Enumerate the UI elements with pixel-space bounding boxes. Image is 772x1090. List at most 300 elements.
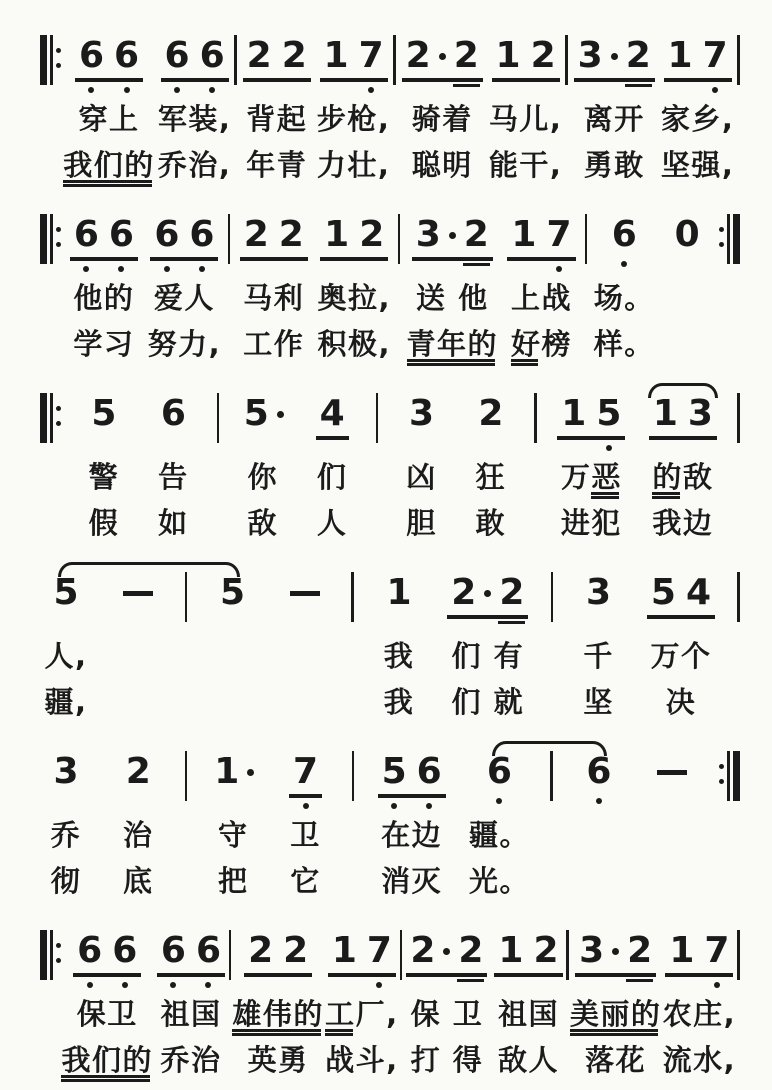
note-digit: 1 bbox=[498, 930, 524, 971]
beam-line bbox=[328, 973, 396, 977]
lyric-line2-cell bbox=[511, 321, 572, 367]
beat-column bbox=[554, 382, 628, 546]
notation-cell bbox=[585, 203, 588, 275]
beat-column bbox=[61, 919, 153, 1083]
lyric-text: 乔治, bbox=[157, 148, 232, 182]
note-digit: 1 bbox=[511, 214, 537, 255]
note-digit: 2 bbox=[281, 35, 307, 76]
lyric-line1-cell bbox=[406, 454, 437, 500]
note-digit: 1 bbox=[495, 35, 521, 76]
notation-cell bbox=[534, 382, 537, 454]
lyric-text: 卫 bbox=[290, 818, 321, 852]
note bbox=[354, 214, 389, 255]
note bbox=[215, 572, 250, 613]
octave-dot bbox=[714, 982, 720, 988]
lyric-text: 力壮, bbox=[316, 148, 391, 182]
repeat-dot bbox=[56, 943, 61, 948]
repeat-begin-barline bbox=[40, 933, 61, 980]
system-row bbox=[40, 561, 740, 725]
lyric-text: 年青 bbox=[246, 148, 308, 182]
note bbox=[121, 751, 156, 792]
barline-column bbox=[719, 203, 740, 367]
note-digit: 6 bbox=[164, 35, 190, 76]
barline-column bbox=[719, 740, 740, 904]
lyric-text: 敌人 bbox=[497, 1043, 559, 1077]
octave-dot bbox=[88, 87, 94, 93]
barline-column bbox=[234, 24, 237, 188]
barline-column bbox=[185, 740, 188, 904]
note-group bbox=[491, 930, 565, 991]
note-group bbox=[313, 393, 352, 454]
repeat-end-barline bbox=[719, 217, 740, 264]
lyric-text: 狂 bbox=[475, 460, 507, 494]
lyric-line1-cell bbox=[218, 812, 249, 858]
repeat-dots bbox=[56, 943, 61, 980]
beat-column bbox=[232, 919, 324, 1083]
note bbox=[288, 751, 323, 792]
beam-line bbox=[240, 257, 308, 261]
dash-note bbox=[657, 770, 687, 775]
note-digit: 7 bbox=[702, 35, 728, 76]
lyric-text: 胆 bbox=[406, 506, 437, 540]
notation-cell bbox=[737, 561, 740, 633]
notation-cell bbox=[375, 740, 449, 812]
beat-column bbox=[646, 382, 720, 546]
note-digit: 7 bbox=[293, 751, 319, 792]
barline-column bbox=[185, 561, 188, 725]
notation-cell bbox=[352, 740, 355, 812]
note-group bbox=[572, 930, 659, 991]
notation-cell bbox=[571, 24, 658, 96]
note-digit: 2 bbox=[451, 572, 477, 613]
note-digit: 3 bbox=[577, 35, 603, 76]
notation-cell bbox=[719, 203, 740, 275]
lyric-text: 乔治 bbox=[160, 1043, 222, 1077]
thick-barline bbox=[733, 214, 740, 264]
repeat-dots bbox=[719, 227, 724, 264]
octave-dot bbox=[87, 982, 93, 988]
note bbox=[494, 572, 529, 613]
note bbox=[482, 751, 517, 792]
beat-column bbox=[63, 24, 155, 188]
beam-line bbox=[575, 973, 656, 977]
beat-column bbox=[280, 740, 332, 904]
repeat-dot bbox=[56, 63, 61, 68]
lyric-line1-cell bbox=[158, 454, 189, 500]
lyric-line1-cell bbox=[317, 96, 391, 142]
lyric-line1-cell bbox=[79, 96, 140, 142]
beam-line bbox=[243, 78, 311, 82]
lyric-text: 它 bbox=[290, 864, 321, 898]
lyric-line2-cell bbox=[411, 1037, 484, 1083]
beat-column bbox=[375, 740, 449, 904]
note-digit: 2 bbox=[458, 930, 484, 971]
barline bbox=[534, 393, 537, 443]
notation-cell bbox=[237, 382, 289, 454]
notation-cell bbox=[566, 919, 569, 991]
beam-line bbox=[320, 257, 388, 261]
barline-column bbox=[40, 382, 61, 546]
note-digit: 6 bbox=[112, 930, 138, 971]
barline-column bbox=[585, 203, 588, 367]
lyric-line2-cell bbox=[243, 321, 304, 367]
note-digit: 6 bbox=[195, 930, 222, 971]
lyric-line1-cell bbox=[73, 275, 134, 321]
note bbox=[149, 214, 184, 255]
beat-column bbox=[40, 740, 92, 904]
notation-cell bbox=[147, 203, 221, 275]
note-digit: 6 bbox=[160, 930, 186, 971]
notation-cell bbox=[661, 24, 735, 96]
note bbox=[191, 930, 226, 971]
note bbox=[621, 35, 656, 76]
note bbox=[377, 751, 412, 792]
lyric-text: 敌 bbox=[682, 460, 714, 494]
lyric-line1-cell bbox=[243, 275, 304, 321]
octave-dot bbox=[496, 798, 502, 804]
lyric-line1-cell bbox=[476, 454, 507, 500]
lyric-line1-cell bbox=[561, 454, 622, 500]
note-group bbox=[605, 214, 644, 275]
note-group bbox=[325, 930, 399, 991]
thin-barline bbox=[50, 393, 53, 443]
score bbox=[40, 24, 740, 1090]
notation-cell bbox=[228, 203, 231, 275]
lyric-line2-cell bbox=[158, 142, 232, 188]
augmentation-dot bbox=[439, 53, 446, 60]
lyric-text: 他的 bbox=[73, 281, 135, 315]
note bbox=[184, 214, 219, 255]
notation-cell bbox=[737, 382, 740, 454]
note bbox=[663, 35, 698, 76]
octave-dot bbox=[303, 803, 309, 809]
lyric-text: 家乡, bbox=[660, 102, 735, 136]
note-digit: 0 bbox=[674, 214, 700, 255]
lyric-text: 彻 bbox=[50, 864, 82, 898]
repeat-begin-barline bbox=[40, 396, 61, 443]
note-group bbox=[471, 393, 510, 454]
notation-cell bbox=[737, 919, 740, 991]
note bbox=[506, 214, 541, 255]
lyric-text: 送 他 bbox=[415, 281, 489, 315]
lyric-line2-cell bbox=[585, 1037, 646, 1083]
lyric-line2-cell bbox=[594, 321, 655, 367]
notation-cell bbox=[158, 24, 232, 96]
lyric-text: 万 bbox=[560, 460, 592, 494]
lyric-text: 雄伟的 bbox=[232, 997, 324, 1031]
lyric-text: 治 bbox=[122, 818, 154, 852]
note-digit: 1 bbox=[323, 35, 349, 76]
lyric-text: 工作 bbox=[243, 327, 305, 361]
lyric-line1-cell bbox=[317, 454, 348, 500]
octave-dot bbox=[83, 266, 89, 272]
beat-column bbox=[325, 919, 399, 1083]
lyric-text: 离开 bbox=[583, 102, 645, 136]
notation-cell bbox=[240, 24, 314, 96]
notation-cell bbox=[471, 382, 510, 454]
lyric-text: 骑着 bbox=[411, 102, 473, 136]
tie-arc bbox=[648, 383, 718, 398]
notation-cell bbox=[154, 382, 193, 454]
note-group bbox=[668, 214, 707, 275]
note-group bbox=[278, 575, 332, 618]
lyric-line2-cell bbox=[663, 1037, 737, 1083]
note bbox=[646, 572, 681, 613]
lyric-line2-cell bbox=[407, 321, 499, 367]
note-digit: 1 bbox=[214, 751, 240, 792]
notation-cell bbox=[572, 919, 659, 991]
beam-line bbox=[494, 973, 562, 977]
lyric-line2-cell bbox=[561, 500, 622, 546]
thin-barline bbox=[50, 35, 53, 85]
note bbox=[411, 214, 446, 255]
repeat-dots bbox=[56, 406, 61, 443]
beam-line bbox=[70, 257, 138, 261]
lyric-text: 决 bbox=[665, 685, 697, 719]
barline-column bbox=[40, 203, 61, 367]
octave-dot bbox=[556, 266, 562, 272]
lyric-text: 人, bbox=[44, 639, 88, 673]
repeat-dots bbox=[719, 764, 724, 801]
note bbox=[670, 214, 705, 255]
note-group bbox=[154, 930, 228, 991]
note bbox=[681, 572, 716, 613]
barline bbox=[229, 930, 232, 980]
note-group bbox=[111, 575, 165, 618]
octave-dot bbox=[376, 982, 382, 988]
note bbox=[327, 930, 362, 971]
note bbox=[381, 572, 416, 613]
lyric-text: 厂, bbox=[355, 997, 399, 1031]
lyric-line2-cell bbox=[317, 142, 391, 188]
beat-column bbox=[317, 24, 391, 188]
lyric-text: 背起 bbox=[246, 102, 308, 136]
note bbox=[69, 214, 104, 255]
beat-column bbox=[206, 561, 258, 725]
note-group bbox=[70, 930, 144, 991]
repeat-dot bbox=[56, 227, 61, 232]
notation-cell bbox=[489, 24, 563, 96]
note-digit: 3 bbox=[408, 393, 435, 434]
note bbox=[664, 930, 699, 971]
note-digit: 5 bbox=[219, 572, 246, 613]
note-group bbox=[579, 572, 618, 633]
barline-column bbox=[376, 382, 379, 546]
barline-column bbox=[398, 203, 401, 367]
notation-cell bbox=[278, 561, 332, 633]
note bbox=[160, 35, 195, 76]
note-digit: 6 bbox=[416, 751, 442, 792]
note-group bbox=[645, 754, 699, 797]
note bbox=[491, 35, 526, 76]
thick-barline bbox=[733, 751, 740, 801]
lyric-line2-cell bbox=[412, 142, 473, 188]
note bbox=[104, 214, 139, 255]
notation-cell bbox=[565, 24, 568, 96]
note-digit: 2 bbox=[627, 930, 653, 971]
lyric-text: 勇敢 bbox=[583, 148, 645, 182]
notation-cell bbox=[185, 740, 188, 812]
octave-dot bbox=[596, 798, 602, 804]
note bbox=[581, 751, 616, 792]
system-row bbox=[40, 24, 740, 188]
barline-column bbox=[551, 561, 554, 725]
note bbox=[405, 930, 440, 971]
notation-cell bbox=[119, 740, 158, 812]
note-digit: 3 bbox=[687, 393, 713, 434]
note-group bbox=[444, 572, 531, 633]
lyric-line1-cell bbox=[325, 991, 399, 1037]
note-digit: 6 bbox=[586, 751, 612, 792]
lyric-text: 好 bbox=[510, 327, 542, 361]
note-digit: 7 bbox=[358, 35, 384, 76]
lyric-line2-cell bbox=[246, 142, 307, 188]
beat-column bbox=[154, 919, 228, 1083]
notation-cell bbox=[351, 561, 354, 633]
note-group bbox=[241, 930, 315, 991]
thin-barline bbox=[50, 214, 53, 264]
beat-column bbox=[645, 740, 699, 904]
barline bbox=[217, 393, 220, 443]
repeat-begin-barline bbox=[40, 217, 61, 264]
lyric-text: 消灭 bbox=[381, 864, 443, 898]
lyric-text: 在边 bbox=[381, 818, 443, 852]
notation-cell bbox=[400, 919, 403, 991]
beam-line bbox=[150, 257, 218, 261]
beat-column bbox=[396, 382, 448, 546]
lyric-text: 底 bbox=[122, 864, 154, 898]
note-group bbox=[158, 35, 232, 96]
beat-column bbox=[147, 203, 221, 367]
lyric-line1-cell bbox=[511, 275, 572, 321]
barline bbox=[352, 751, 355, 801]
beam-line bbox=[73, 973, 141, 977]
notation-cell bbox=[317, 203, 391, 275]
barline bbox=[566, 930, 569, 980]
lyric-line2-cell bbox=[452, 679, 525, 725]
note-digit: 6 bbox=[160, 393, 186, 434]
barline bbox=[393, 35, 396, 85]
note bbox=[242, 35, 277, 76]
note bbox=[48, 751, 83, 792]
octave-dot bbox=[712, 87, 718, 93]
octave-dot bbox=[621, 261, 627, 267]
octave-dot bbox=[368, 87, 374, 93]
note-digit: 2 bbox=[530, 35, 556, 76]
lyric-text: 我们的 bbox=[61, 1043, 153, 1077]
lyric-line1-cell bbox=[158, 96, 232, 142]
note bbox=[319, 214, 354, 255]
lyric-text: 我们的 bbox=[63, 148, 155, 182]
note-group bbox=[72, 35, 146, 96]
lyric-text: 坚强, bbox=[660, 148, 735, 182]
notation-cell bbox=[444, 561, 531, 633]
note-digit: 2 bbox=[499, 572, 525, 613]
note bbox=[446, 572, 481, 613]
beat-column bbox=[306, 382, 358, 546]
note-group bbox=[317, 35, 391, 96]
barline-column bbox=[565, 24, 568, 188]
notation-cell bbox=[379, 561, 418, 633]
repeat-dot bbox=[56, 242, 61, 247]
notation-cell bbox=[217, 382, 220, 454]
note bbox=[541, 214, 576, 255]
notation-cell bbox=[719, 740, 740, 812]
barline bbox=[400, 930, 403, 980]
note bbox=[401, 35, 436, 76]
note bbox=[574, 930, 609, 971]
note-group bbox=[662, 930, 736, 991]
barline bbox=[185, 751, 188, 801]
thin-barline bbox=[727, 751, 730, 801]
barline-column bbox=[566, 919, 569, 1083]
note-digit: 5 bbox=[381, 751, 407, 792]
thick-barline bbox=[40, 214, 47, 264]
lyric-text: 把 bbox=[218, 864, 249, 898]
note bbox=[591, 393, 626, 434]
notation-cell bbox=[84, 382, 123, 454]
note bbox=[683, 393, 718, 434]
lyric-text: 人 bbox=[316, 506, 348, 540]
beam-line bbox=[557, 436, 625, 440]
note-group bbox=[240, 35, 314, 96]
beat-column bbox=[573, 740, 625, 904]
lyric-text: 样。 bbox=[593, 327, 655, 361]
note-digit: 7 bbox=[546, 214, 572, 255]
barline bbox=[398, 214, 401, 264]
note bbox=[48, 572, 83, 613]
beam-line bbox=[75, 78, 143, 82]
note-digit: 4 bbox=[319, 393, 345, 434]
lyric-line1-cell bbox=[583, 633, 614, 679]
notation-cell bbox=[402, 382, 441, 454]
lyric-text: 乔 bbox=[50, 818, 82, 852]
beam-line bbox=[507, 257, 575, 261]
beam-line bbox=[289, 794, 322, 798]
note-digit: 2 bbox=[248, 930, 274, 971]
lyric-text: 凶 bbox=[406, 460, 437, 494]
note bbox=[362, 930, 397, 971]
notation-cell bbox=[207, 740, 259, 812]
barline bbox=[737, 930, 740, 980]
barline-column bbox=[228, 203, 231, 367]
beam-line bbox=[492, 78, 560, 82]
beat-column bbox=[240, 24, 314, 188]
note-group bbox=[375, 751, 449, 812]
lyric-line1-cell bbox=[89, 454, 120, 500]
note-digit: 2 bbox=[625, 35, 651, 76]
note bbox=[277, 35, 312, 76]
lyric-line1-cell bbox=[663, 991, 737, 1037]
note-group bbox=[409, 214, 496, 275]
lyric-text: 的 bbox=[652, 460, 683, 494]
notation-cell bbox=[551, 561, 554, 633]
beat-column bbox=[67, 203, 141, 367]
note-group bbox=[403, 930, 490, 991]
octave-dot bbox=[209, 87, 215, 93]
notation-cell bbox=[409, 203, 496, 275]
beam-line bbox=[157, 973, 225, 977]
note-group bbox=[119, 751, 158, 812]
repeat-dot bbox=[719, 764, 724, 769]
lyric-line1-cell bbox=[570, 991, 662, 1037]
octave-dot bbox=[174, 87, 180, 93]
lyric-line1-cell bbox=[44, 633, 87, 679]
notation-cell bbox=[154, 919, 228, 991]
lyric-line1-cell bbox=[160, 991, 221, 1037]
lyric-line1-cell bbox=[123, 812, 154, 858]
system-row bbox=[40, 919, 740, 1083]
